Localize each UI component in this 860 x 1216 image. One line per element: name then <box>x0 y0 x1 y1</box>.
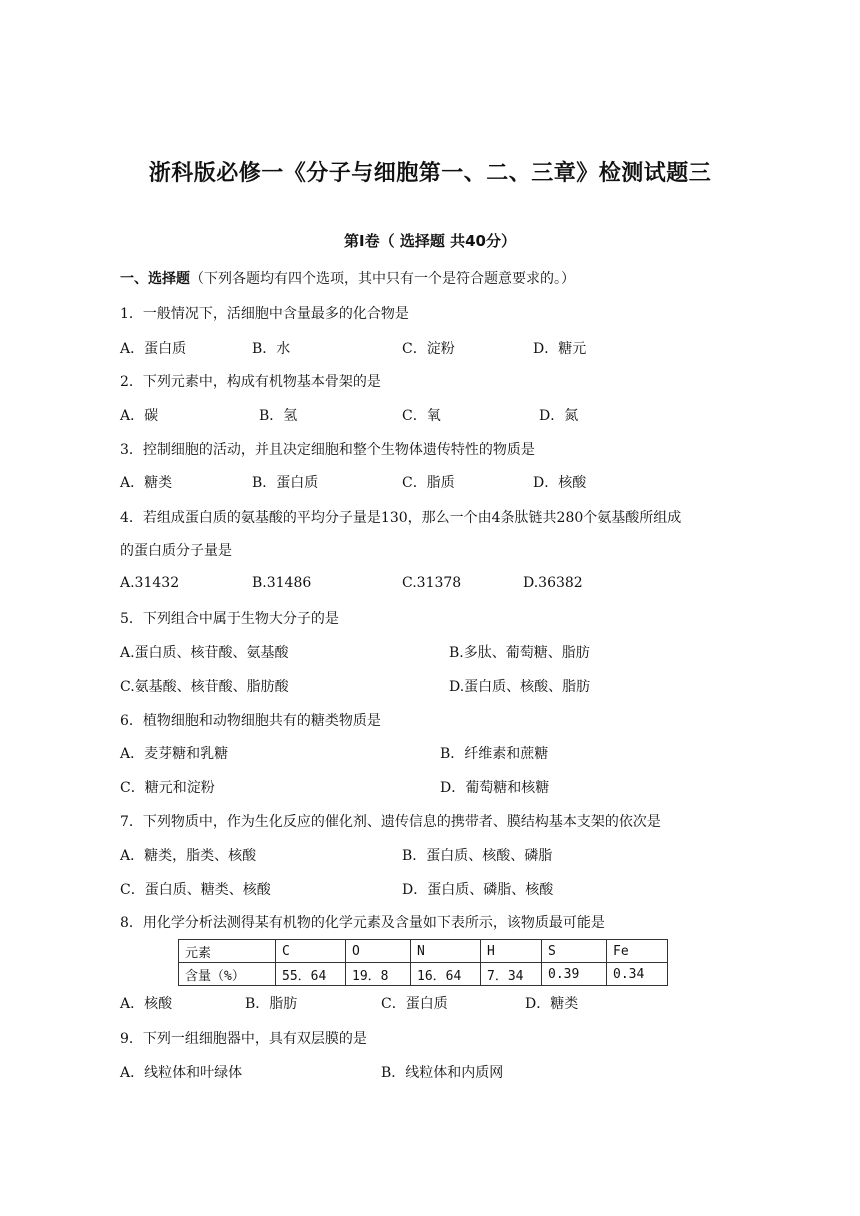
question-1-option-d: D．糖元 <box>533 341 587 357</box>
table-cell: C <box>276 940 346 963</box>
question-6-option-a: A．麦芽糖和乳糖 <box>120 746 229 762</box>
question-4-option-b: B.31486 <box>252 575 312 591</box>
question-7-stem: 7．下列物质中，作为生化反应的催化剂、遗传信息的携带者、膜结构基本支架的依次是 <box>120 814 661 830</box>
question-2-option-c: C．氧 <box>402 408 441 424</box>
section-note: （下列各题均有四个选项，其中只有一个是符合题意要求的。） <box>190 271 575 287</box>
section-heading: 一、选择题 <box>120 271 190 287</box>
question-5-stem: 5．下列组合中属于生物大分子的是 <box>120 611 339 627</box>
question-7-option-c: C．蛋白质、糖类、核酸 <box>120 882 271 898</box>
table-cell: 55．64 <box>276 963 346 986</box>
table-cell: S <box>542 940 607 963</box>
question-3-stem: 3．控制细胞的活动，并且决定细胞和整个生物体遗传特性的物质是 <box>120 442 535 458</box>
question-4-stem: 4．若组成蛋白质的氨基酸的平均分子量是130，那么一个由4条肽链共280个氨基酸所组成 <box>120 510 682 526</box>
table-row <box>179 963 668 986</box>
question-2-option-b: B．氢 <box>259 408 298 424</box>
question-1-stem: 1．一般情况下，活细胞中含量最多的化合物是 <box>120 306 409 322</box>
question-8-option-c: C．蛋白质 <box>381 996 448 1012</box>
question-8-option-a: A．核酸 <box>120 996 173 1012</box>
table-cell: 含量（%） <box>179 963 276 986</box>
question-8-option-b: B．脂肪 <box>245 996 298 1012</box>
question-3-option-b: B．蛋白质 <box>252 475 319 491</box>
question-3-option-d: D．核酸 <box>533 475 587 491</box>
table-cell: H <box>481 940 542 963</box>
question-8-option-d: D．糖类 <box>525 996 579 1012</box>
question-5-option-c: C.氨基酸、核苷酸、脂肪酸 <box>120 679 289 695</box>
question-4-option-c: C.31378 <box>402 575 462 591</box>
question-1-option-b: B．水 <box>252 341 291 357</box>
table-cell: N <box>411 940 481 963</box>
question-3-option-a: A．糖类 <box>120 475 173 491</box>
question-4-stem-continued: 的蛋白质分子量是 <box>120 543 232 559</box>
question-6-option-d: D．葡萄糖和核糖 <box>440 780 550 796</box>
question-8-stem: 8．用化学分析法测得某有机物的化学元素及含量如下表所示，该物质最可能是 <box>120 915 605 931</box>
table-cell: 0.39 <box>542 963 607 986</box>
table-cell: 19．8 <box>346 963 411 986</box>
section-subtitle: 第Ⅰ卷（ 选择题 共40分） <box>344 232 516 250</box>
question-9-option-a: A．线粒体和叶绿体 <box>120 1065 243 1081</box>
question-7-option-d: D．蛋白质、磷脂、核酸 <box>402 882 554 898</box>
question-7-option-b: B．蛋白质、核酸、磷脂 <box>402 848 553 864</box>
table-cell: 0.34 <box>607 963 668 986</box>
question-9-option-b: B．线粒体和内质网 <box>381 1065 504 1081</box>
question-2-option-a: A．碳 <box>120 408 159 424</box>
question-2-stem: 2．下列元素中，构成有机物基本骨架的是 <box>120 374 381 390</box>
question-3-option-c: C．脂质 <box>402 475 455 491</box>
page-title: 浙科版必修一《分子与细胞第一、二、三章》检测试题三 <box>148 161 712 186</box>
question-6-option-c: C．糖元和淀粉 <box>120 780 215 796</box>
question-5-option-d: D.蛋白质、核酸、脂肪 <box>449 679 591 695</box>
table-cell: 元素 <box>179 940 276 963</box>
table-cell: 16．64 <box>411 963 481 986</box>
table-cell: O <box>346 940 411 963</box>
question-2-option-d: D．氮 <box>539 408 579 424</box>
question-4-option-a: A.31432 <box>120 575 180 591</box>
question-1-option-a: A．蛋白质 <box>120 341 187 357</box>
section-instruction <box>120 268 575 288</box>
table-row <box>179 940 668 963</box>
question-1-option-c: C．淀粉 <box>402 341 455 357</box>
question-6-option-b: B．纤维素和蔗糖 <box>440 746 549 762</box>
question-5-option-a: A.蛋白质、核苷酸、氨基酸 <box>120 645 289 661</box>
question-6-stem: 6．植物细胞和动物细胞共有的糖类物质是 <box>120 713 381 729</box>
table-cell: Fe <box>607 940 668 963</box>
element-content-table <box>178 939 668 986</box>
question-7-option-a: A．糖类，脂类、核酸 <box>120 848 257 864</box>
table-cell: 7．34 <box>481 963 542 986</box>
question-4-option-d: D.36382 <box>523 575 583 591</box>
question-5-option-b: B.多肽、葡萄糖、脂肪 <box>449 645 590 661</box>
question-9-stem: 9．下列一组细胞器中，具有双层膜的是 <box>120 1031 367 1047</box>
